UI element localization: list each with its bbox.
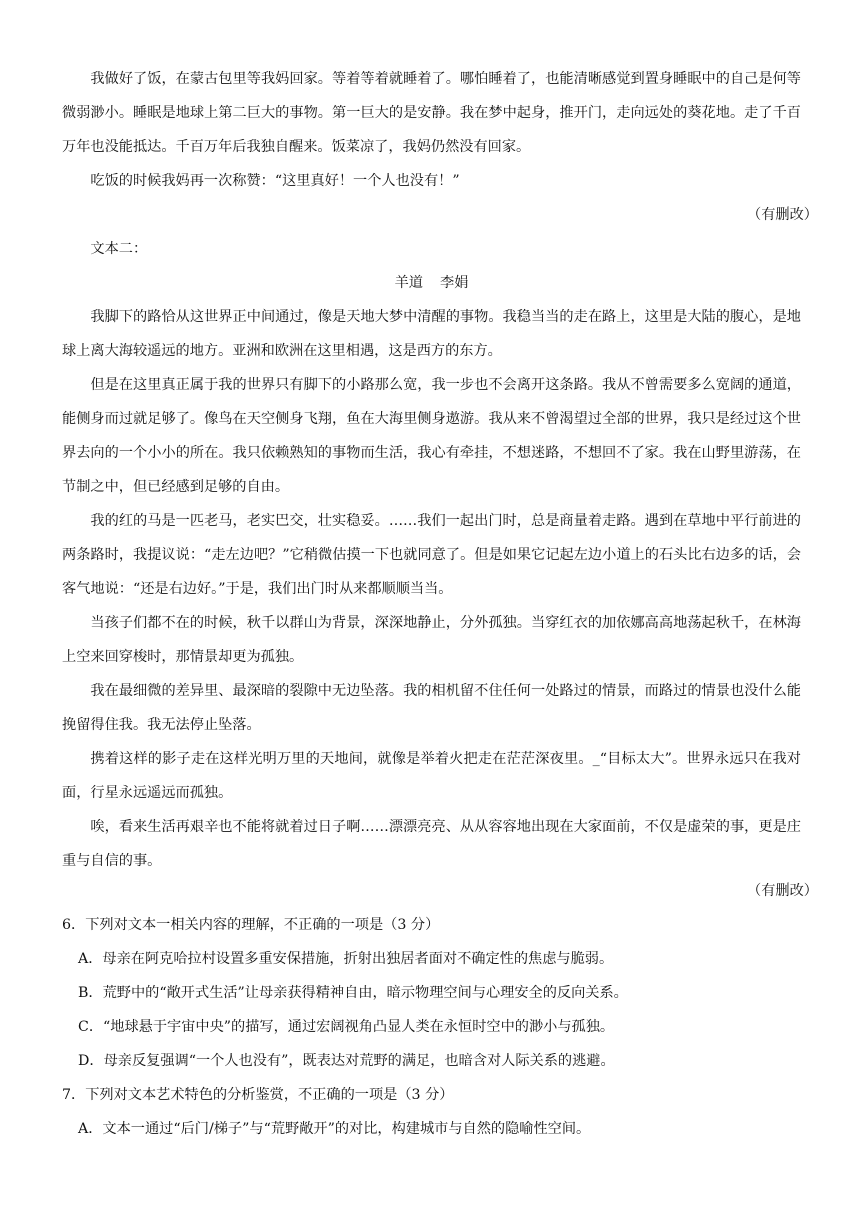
question-6-option-a: A．母亲在阿克哈拉村设置多重安保措施，折射出独居者面对不确定性的焦虑与脆弱。 [78, 951, 614, 967]
abridged-note: （有删改） [747, 883, 818, 899]
article-heading [62, 266, 801, 300]
text1-paragraph: 我做好了饭，在蒙古包里等我妈回家。等着等着就睡着了。哪怕睡着了，也能清晰感觉到置身睡眠中的自己是何等微弱渺小。睡眠是地球上第二巨大的事物。第一巨大的是安静。我在梦中起身，推开门，走向远处的葵花地。走了千百万年也没能抵达。千百万年后我独自醒来。饭菜凉了，我妈仍然没有回家。 [62, 71, 801, 155]
text2-paragraph: 携着这样的影子走在这样光明万里的天地间，就像是举着火把走在茫茫深夜里。_“目标太大”。世界永远只在我对面，行星永远遥远而孤独。 [62, 751, 801, 801]
text2-paragraph: 当孩子们都不在的时候，秋千以群山为背景，深深地静止，分外孤独。当穿红衣的加依娜高高地荡起秋千，在林海上空来回穿梭时，那情景却更为孤独。 [62, 615, 801, 665]
question-6-option-c: C．“地球悬于宇宙中央”的描写，通过宏阔视角凸显人类在永恒时空中的渺小与孤独。 [78, 1019, 615, 1035]
abridged-note: （有删改） [747, 207, 818, 223]
text1-paragraph: 吃饭的时候我妈再一次称赞：“这里真好！一个人也没有！” [90, 173, 460, 189]
question-6-option-b: B．荒野中的“敞开式生活”让母亲获得精神自由，暗示物理空间与心理安全的反向关系。 [78, 985, 628, 1001]
question-7-stem: 7．下列对文本艺术特色的分析鉴赏，不正确的一项是（3 分） [62, 1087, 454, 1103]
article-author: 李娟 [440, 275, 469, 291]
text2-paragraph: 但是在这里真正属于我的世界只有脚下的小路那么宽，我一步也不会离开这条路。我从不曾需要多么宽阔的通道，能侧身而过就足够了。像鸟在天空侧身飞翔，鱼在大海里侧身遨游。我从来不曾渴望过全部的世界，我只是经过这个世界去向的一个小小的所在。我只依赖熟知的事物而生活，我心有牵挂，不想迷路，不想回不了家。我在山野里游荡，在节制之中，但已经感到足够的自由。 [62, 377, 801, 495]
text2-paragraph: 唉，看来生活再艰辛也不能将就着过日子啊……漂漂亮亮、从从容容地出现在大家面前，不仅是虚荣的事，更是庄重与自信的事。 [62, 819, 801, 869]
text2-paragraph: 我在最细微的差异里、最深暗的裂隙中无边坠落。我的相机留不住任何一处路过的情景，而路过的情景也没什么能挽留得住我。我无法停止坠落。 [62, 683, 801, 733]
text2-label: 文本二： [90, 241, 148, 257]
question-7-option-a: A．文本一通过“后门/梯子”与“荒野敞开”的对比，构建城市与自然的隐喻性空间。 [78, 1121, 591, 1137]
text2-paragraph: 我的红的马是一匹老马，老实巴交，壮实稳妥。……我们一起出门时，总是商量着走路。遇到在草地中平行前进的两条路时，我提议说：“走左边吧？”它稍微估摸一下也就同意了。但是如果它记起左边小道上的石头比右边多的话，会客气地说：“还是右边好。”于是，我们出门时从来都顺顺当当。 [62, 513, 801, 597]
text2-paragraph: 我脚下的路恰从这世界正中间通过，像是天地大梦中清醒的事物。我稳当当的走在路上，这里是大陆的腹心，是地球上离大海较遥远的地方。亚洲和欧洲在这里相遇，这是西方的东方。 [62, 309, 801, 359]
question-6-stem: 6．下列对文本一相关内容的理解，不正确的一项是（3 分） [62, 917, 440, 933]
article-title: 羊道 [394, 275, 423, 291]
question-6-option-d: D．母亲反复强调“一个人也没有”，既表达对荒野的满足，也暗含对人际关系的逃避。 [78, 1053, 615, 1069]
